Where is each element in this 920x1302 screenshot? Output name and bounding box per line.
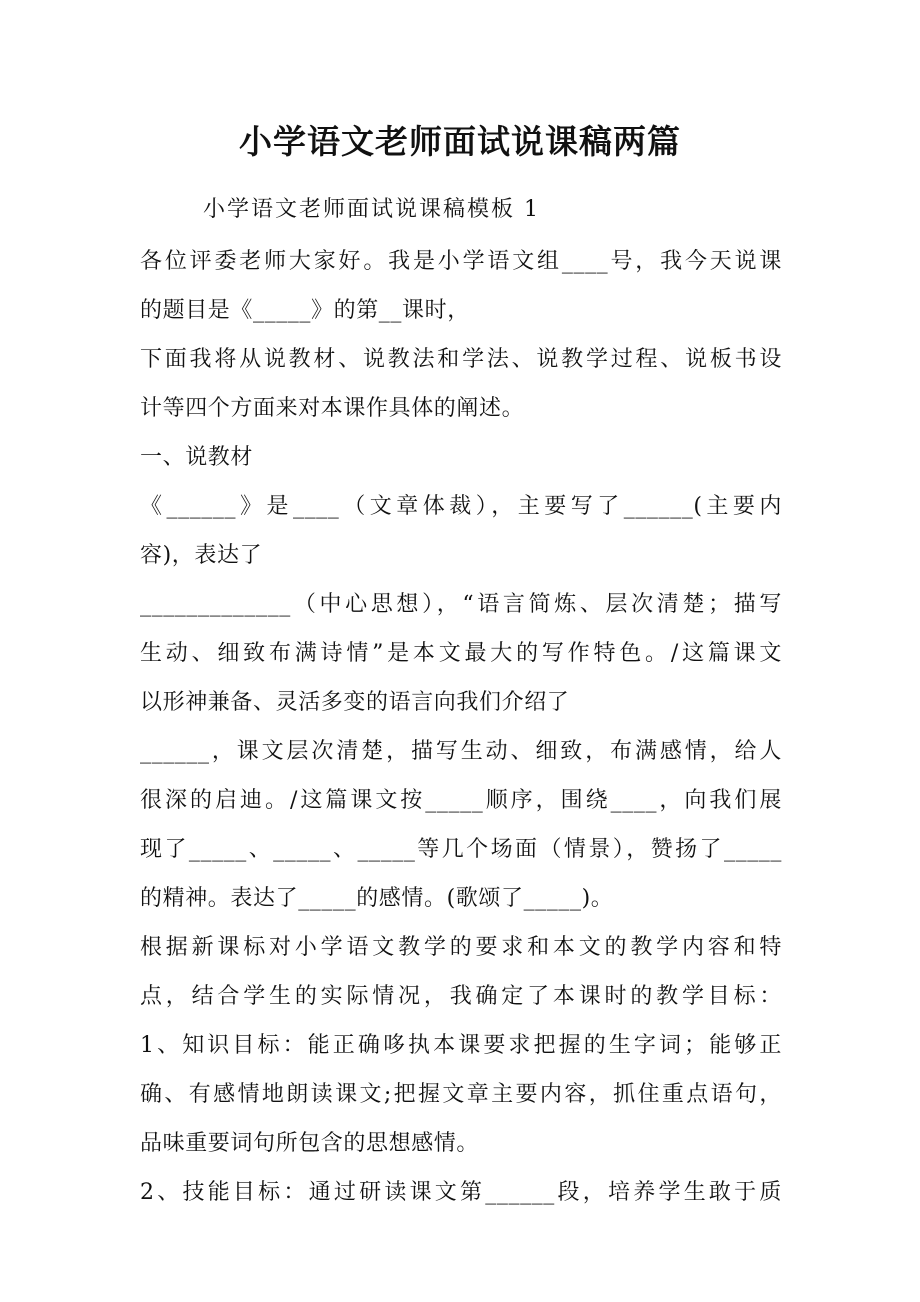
- paragraph-line: 现了_____、_____、_____等几个场面（情景），赞扬了_____: [140, 837, 782, 862]
- paragraph-line: 生动、细致布满诗情”是本文最大的写作特色。/这篇课文: [140, 641, 782, 666]
- section-heading: 一、说教材: [140, 445, 254, 470]
- paragraph-line: 2、技能目标：通过研读课文第______段，培养学生敢于质: [140, 1180, 782, 1205]
- paragraph-line: 《______》是____（文章体裁），主要写了______(主要内: [140, 494, 782, 519]
- paragraph-line: 确、有感情地朗读课文;把握文章主要内容，抓住重点语句，: [140, 1082, 782, 1107]
- paragraph-line: 容)，表达了: [140, 543, 263, 568]
- paragraph-line: 计等四个方面来对本课作具体的阐述。: [140, 396, 525, 421]
- paragraph-line: 下面我将从说教材、说教法和学法、说教学过程、说板书设: [140, 347, 782, 372]
- paragraph-line: 的题目是《_____》的第__课时，: [140, 298, 470, 323]
- document-body: [140, 237, 782, 1217]
- paragraph-line: 以形神兼备、灵活多变的语言向我们介绍了: [140, 690, 570, 715]
- paragraph-line: 各位评委老师大家好。我是小学语文组____号，我今天说课: [140, 249, 782, 274]
- paragraph-line: 点，结合学生的实际情况，我确定了本课时的教学目标：: [140, 984, 782, 1009]
- paragraph-line: 品味重要词句所包含的思想感情。: [140, 1131, 480, 1156]
- paragraph-line: _____________（中心思想），“语言简炼、层次清楚；描写: [140, 592, 782, 617]
- paragraph-line: 的精神。表达了_____的感情。(歌颂了_____)。: [140, 886, 614, 911]
- paragraph-line: ______，课文层次清楚，描写生动、细致，布满感情，给人: [140, 739, 782, 764]
- document-title: 小学语文老师面试说课稿两篇: [239, 122, 681, 161]
- paragraph-line: 根据新课标对小学语文教学的要求和本文的教学内容和特: [140, 935, 782, 960]
- document-subtitle: 小学语文老师面试说课稿模板 1: [203, 197, 540, 222]
- paragraph-line: 1、知识目标：能正确哆执本课要求把握的生字词；能够正: [140, 1033, 782, 1058]
- paragraph-line: 很深的启迪。/这篇课文按_____顺序，围绕____，向我们展: [140, 788, 782, 813]
